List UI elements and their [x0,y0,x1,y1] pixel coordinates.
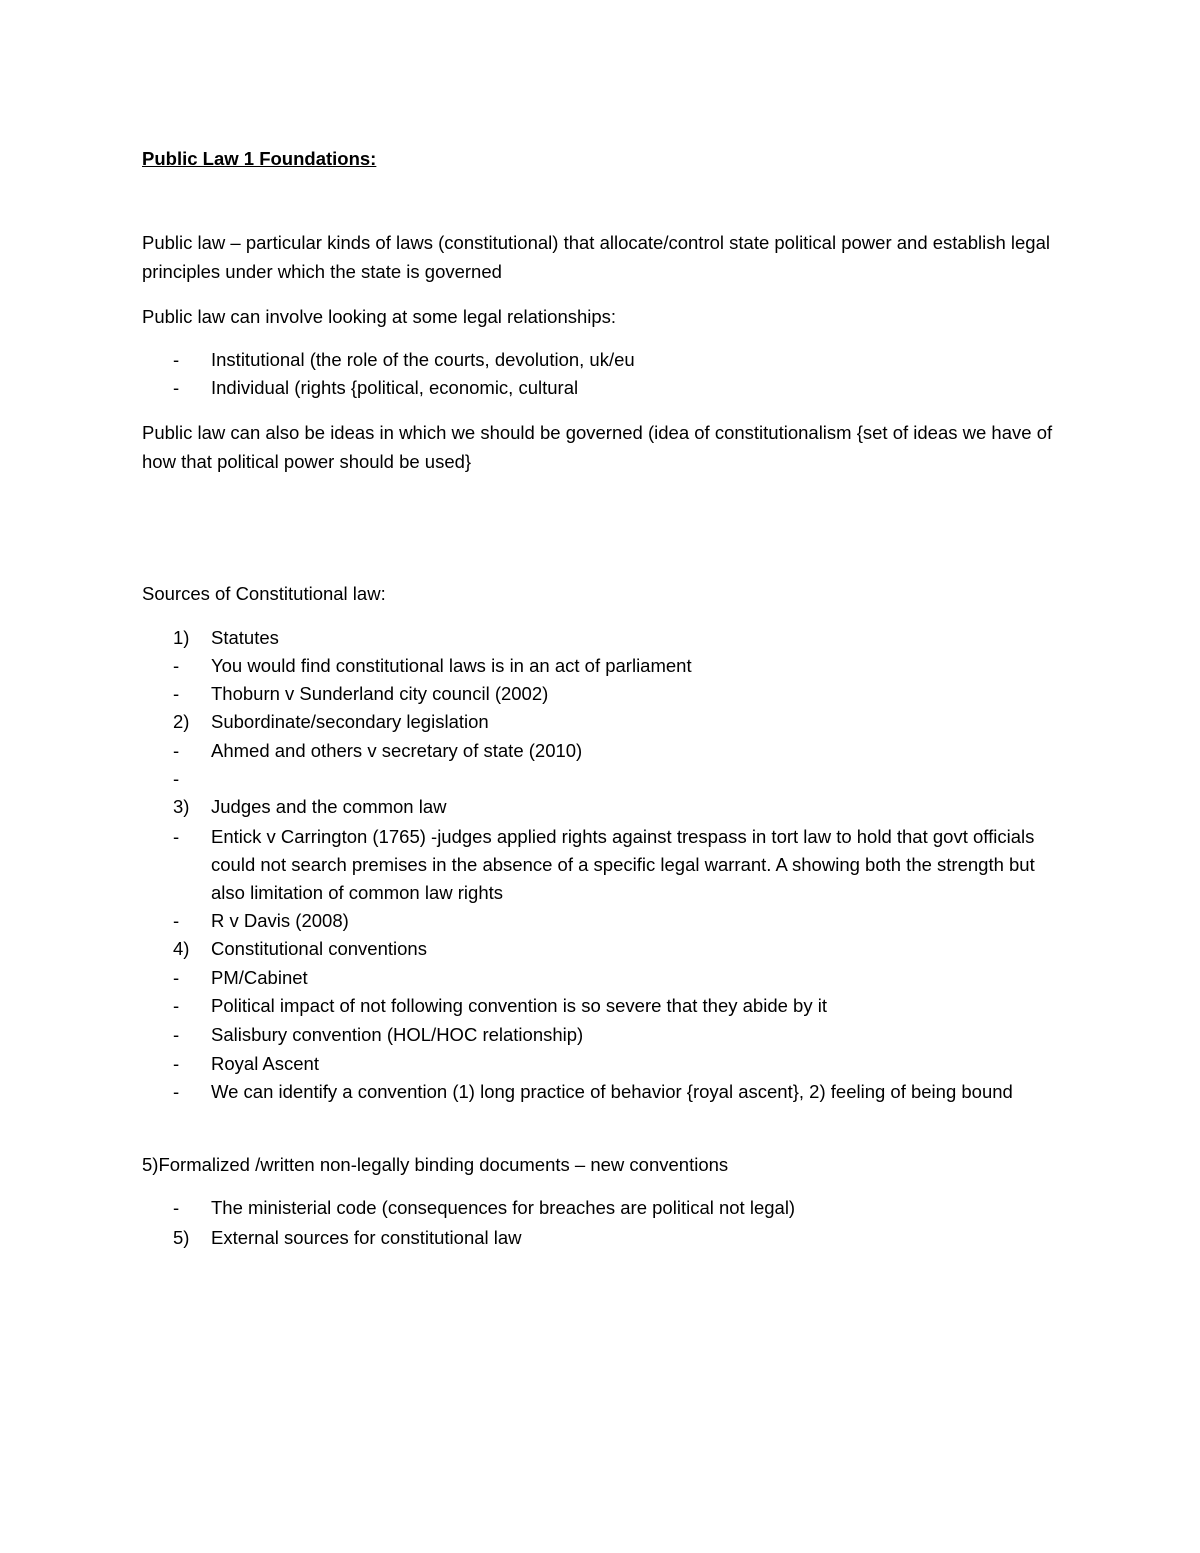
list-marker: - [173,1053,180,1074]
list-number: 4) [173,938,190,959]
list-number: 5) [173,1227,190,1248]
list-item: Institutional (the role of the courts, devolution, uk/eu [211,349,635,370]
list-item: Constitutional conventions [211,938,427,959]
list-number: 2) [173,711,190,732]
list-item: Entick v Carrington (1765) -judges applied rights against trespass in tort law to hold that govt officials could not search premises in the absence of a specific legal warrant. A showing both the strength but also limitation of common law rights [211,826,1035,903]
list-item: Salisbury convention (HOL/HOC relationship) [211,1024,584,1045]
list-item: You would find constitutional laws is in an act of parliament [211,655,692,676]
list-marker: - [173,910,180,931]
list-item: Judges and the common law [211,796,447,817]
list-number: 3) [173,796,190,817]
list-item: Political impact of not following convention is so severe that they abide by it [211,995,827,1016]
list-marker: - [173,967,180,988]
list-marker: - [173,826,180,847]
list-marker: - [173,1197,180,1218]
document-title: Public Law 1 Foundations: [142,148,377,169]
list-item: Subordinate/secondary legislation [211,711,489,732]
list-item: Royal Ascent [211,1053,319,1074]
list-item: PM/Cabinet [211,967,308,988]
definition-paragraph: Public law – particular kinds of laws (constitutional) that allocate/control state political power and establish legal principles under which the state is governed [142,232,1050,282]
list-marker: - [173,655,180,676]
sources-heading: Sources of Constitutional law: [142,583,386,604]
list-item: Individual (rights {political, economic, cultural [211,377,579,398]
list-marker: - [173,995,180,1016]
list-item: Thoburn v Sunderland city council (2002) [211,683,549,704]
formalized-heading: 5)Formalized /written non-legally binding documents – new conventions [142,1154,729,1175]
list-item: We can identify a convention (1) long practice of behavior {royal ascent}, 2) feeling of being bound [211,1081,1013,1102]
list-marker: - [173,1024,180,1045]
relationships-heading: Public law can involve looking at some legal relationships: [142,306,617,327]
list-item: Ahmed and others v secretary of state (2010) [211,740,583,761]
list-item: Statutes [211,627,279,648]
list-item: The ministerial code (consequences for breaches are political not legal) [211,1197,796,1218]
list-marker: - [173,349,180,370]
list-number: 1) [173,627,190,648]
list-item: External sources for constitutional law [211,1227,522,1248]
list-marker: - [173,1081,180,1102]
list-item: R v Davis (2008) [211,910,349,931]
list-marker: - [173,768,180,789]
list-marker: - [173,740,180,761]
ideas-paragraph: Public law can also be ideas in which we should be governed (idea of constitutionalism {set of ideas we have of how that political power should be used} [142,422,1053,472]
list-marker: - [173,683,180,704]
list-marker: - [173,377,180,398]
